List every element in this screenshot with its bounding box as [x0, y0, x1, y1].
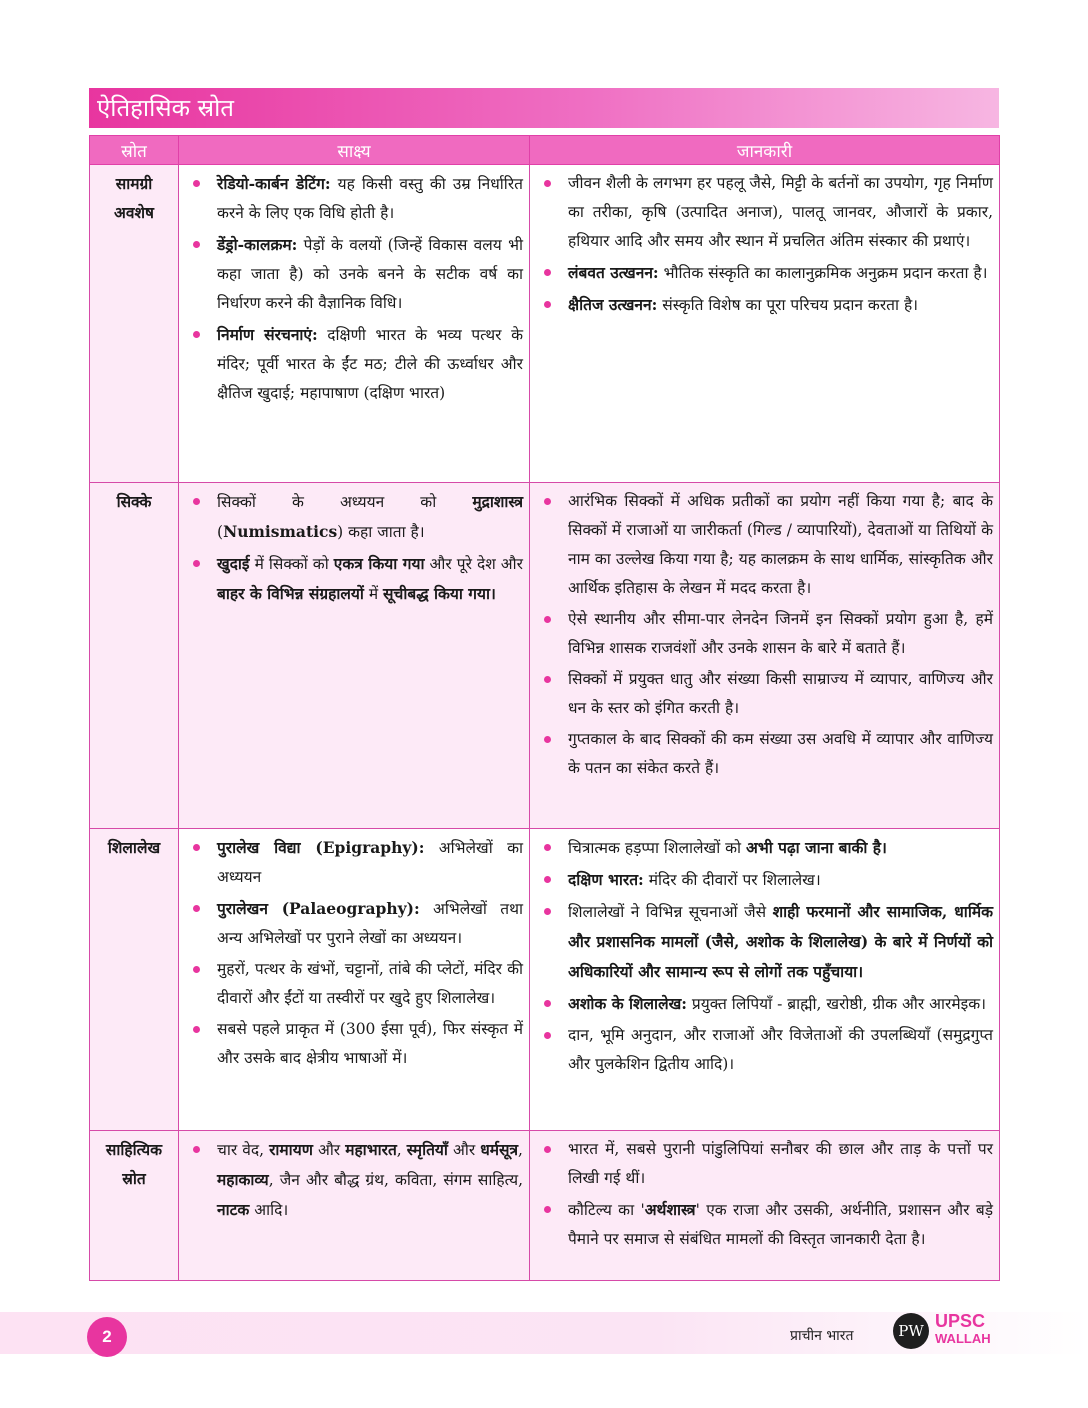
list-item: क्षैतिज उत्खनन: संस्कृति विशेष का पूरा परिचय प्रदान करता है। — [536, 290, 993, 320]
list-item: शिलालेखों ने विभिन्न सूचनाओं जैसे शाही फरमानों और सामाजिक, धार्मिक और प्रशासनिक मामलों (जैसे, अशोक के शिलालेख) के बारे में निर्णयों को अधिकारियों और सामान्य रूप से लोगों तक पहुँचाया। — [536, 897, 993, 987]
list-item: डेंड्रो-कालक्रम: पेड़ों के वलयों (जिन्हें विकास वलय भी कहा जाता है) को उनके बनने के सटीक वर्ष का निर्धारण करने की वैज्ञानिक विधि। — [185, 230, 523, 318]
list-item: कौटिल्य का 'अर्थशास्त्र' एक राजा और उसकी, अर्थनीति, प्रशासन और बड़े पैमाने पर समाज से संबंधित मामलों की विस्तृत जानकारी देता है। — [536, 1195, 993, 1254]
page-number: 2 — [87, 1317, 127, 1357]
list-item: जीवन शैली के लगभग हर पहलू जैसे, मिट्टी के बर्तनों का उपयोग, गृह निर्माण का तरीका, कृषि (उत्पादित अनाज), पालतू जानवर, औजारों के प्रकार, हथियार आदि और समय और स्थान में प्रचलित अंतिम संस्कार की प्रथाएं। — [536, 169, 993, 256]
table-row — [90, 1131, 1000, 1281]
source-label: अवशेष — [114, 203, 154, 222]
table-row — [90, 829, 1000, 1131]
source-label: सामग्री — [115, 174, 153, 193]
header-source: स्रोत — [90, 136, 179, 165]
source-label: शिलालेख — [107, 838, 161, 857]
header-information: जानकारी — [530, 136, 1000, 165]
evidence-cell — [179, 483, 530, 829]
list-item: सबसे पहले प्राकृत में (300 ईसा पूर्व), फिर संस्कृत में और उसके बाद क्षेत्रीय भाषाओं में। — [185, 1015, 523, 1073]
information-cell — [530, 829, 1000, 1131]
source-cell — [90, 829, 179, 1131]
list-item: आरंभिक सिक्कों में अधिक प्रतीकों का प्रयोग नहीं किया गया है; बाद के सिक्कों में राजाओं या जारीकर्ता (गिल्ड / व्यापारियों), देवताओं या तिथियों के नाम का उल्लेख किया गया है; यह कालक्रम के साथ धार्मिक, सांस्कृतिक और आर्थिक इतिहास के लेखन में मदद करता है। — [536, 487, 993, 603]
table-row — [90, 165, 1000, 483]
list-item: पुरालेखन (Palaeography): अभिलेखों तथा अन्य अभिलेखों पर पुराने लेखों का अध्ययन। — [185, 894, 523, 953]
header-evidence: साक्ष्य — [179, 136, 530, 165]
list-item: सिक्कों के अध्ययन को मुद्राशास्त्र (Numismatics) कहा जाता है। — [185, 487, 523, 547]
list-item: ऐसे स्थानीय और सीमा-पार लेनदेन जिनमें इन सिक्कों प्रयोग हुआ है, हमें विभिन्न शासक राजवंशों और उनके शासन के बारे में बताते हैं। — [536, 605, 993, 663]
source-cell — [90, 165, 179, 483]
book-title: प्राचीन भारत — [790, 1328, 854, 1344]
list-item: गुप्तकाल के बाद सिक्कों की कम संख्या उस अवधि में व्यापार और वाणिज्य के पतन का संकेत करते हैं। — [536, 725, 993, 783]
sources-table — [89, 135, 1000, 1281]
brand-logo-text — [935, 1312, 995, 1348]
evidence-cell — [179, 165, 530, 483]
table-row — [90, 483, 1000, 829]
list-item: भारत में, सबसे पुरानी पांडुलिपियां सनौबर की छाल और ताड़ के पत्तों पर लिखी गई थीं। — [536, 1135, 993, 1193]
pw-logo-icon: PW — [893, 1313, 929, 1349]
list-item: मुहरों, पत्थर के खंभों, चट्टानों, तांबे की प्लेटों, मंदिर की दीवारों और ईंटों या तस्वीरों पर खुदे हुए शिलालेख। — [185, 955, 523, 1013]
source-cell — [90, 483, 179, 829]
list-item: खुदाई में सिक्कों को एकत्र किया गया और पूरे देश और बाहर के विभिन्न संग्रहालयों में सूचीबद्ध किया गया। — [185, 549, 523, 609]
list-item: दान, भूमि अनुदान, और राजाओं और विजेताओं की उपलब्धियाँ (समुद्रगुप्त और पुलकेशिन द्वितीय आदि)। — [536, 1021, 993, 1079]
source-cell — [90, 1131, 179, 1281]
source-label: सिक्के — [116, 492, 152, 511]
information-cell — [530, 483, 1000, 829]
evidence-cell — [179, 1131, 530, 1281]
list-item: रेडियो-कार्बन डेटिंग: यह किसी वस्तु की उम्र निर्धारित करने के लिए एक विधि होती है। — [185, 169, 523, 228]
list-item: अशोक के शिलालेख: प्रयुक्त लिपियाँ - ब्राह्मी, खरोष्ठी, ग्रीक और आरमेइक। — [536, 989, 993, 1019]
evidence-cell — [179, 829, 530, 1131]
list-item: निर्माण संरचनाएं: दक्षिणी भारत के भव्य पत्थर के मंदिर; पूर्वी भारत के ईंट मठ; टीले की ऊर्ध्वाधर और क्षैतिज खुदाई; महापाषाण (दक्षिण भारत) — [185, 320, 523, 408]
list-item: चित्रात्मक हड़प्पा शिलालेखों को अभी पढ़ा जाना बाकी है। — [536, 833, 993, 863]
brand-line-1: UPSC — [935, 1311, 986, 1331]
list-item: लंबवत उत्खनन: भौतिक संस्कृति का कालानुक्रमिक अनुक्रम प्रदान करता है। — [536, 258, 993, 288]
information-cell — [530, 1131, 1000, 1281]
brand-line-2: WALLAH — [935, 1331, 991, 1346]
list-item: चार वेद, रामायण और महाभारत, स्मृतियाँ और धर्मसूत्र, महाकाव्य, जैन और बौद्ध ग्रंथ, कविता, संगम साहित्य, नाटक आदि। — [185, 1135, 523, 1225]
section-title: ऐतिहासिक स्रोत — [89, 88, 999, 128]
list-item: पुरालेख विद्या (Epigraphy): अभिलेखों का अध्ययन — [185, 833, 523, 892]
list-item: सिक्कों में प्रयुक्त धातु और संख्या किसी साम्राज्य में व्यापार, वाणिज्य और धन के स्तर को इंगित करती है। — [536, 665, 993, 723]
source-label: स्रोत — [122, 1169, 146, 1188]
source-label: साहित्यिक — [105, 1140, 163, 1159]
list-item: दक्षिण भारत: मंदिर की दीवारों पर शिलालेख। — [536, 865, 993, 895]
table-body — [90, 165, 1000, 1281]
table-header-row — [90, 136, 1000, 165]
information-cell — [530, 165, 1000, 483]
